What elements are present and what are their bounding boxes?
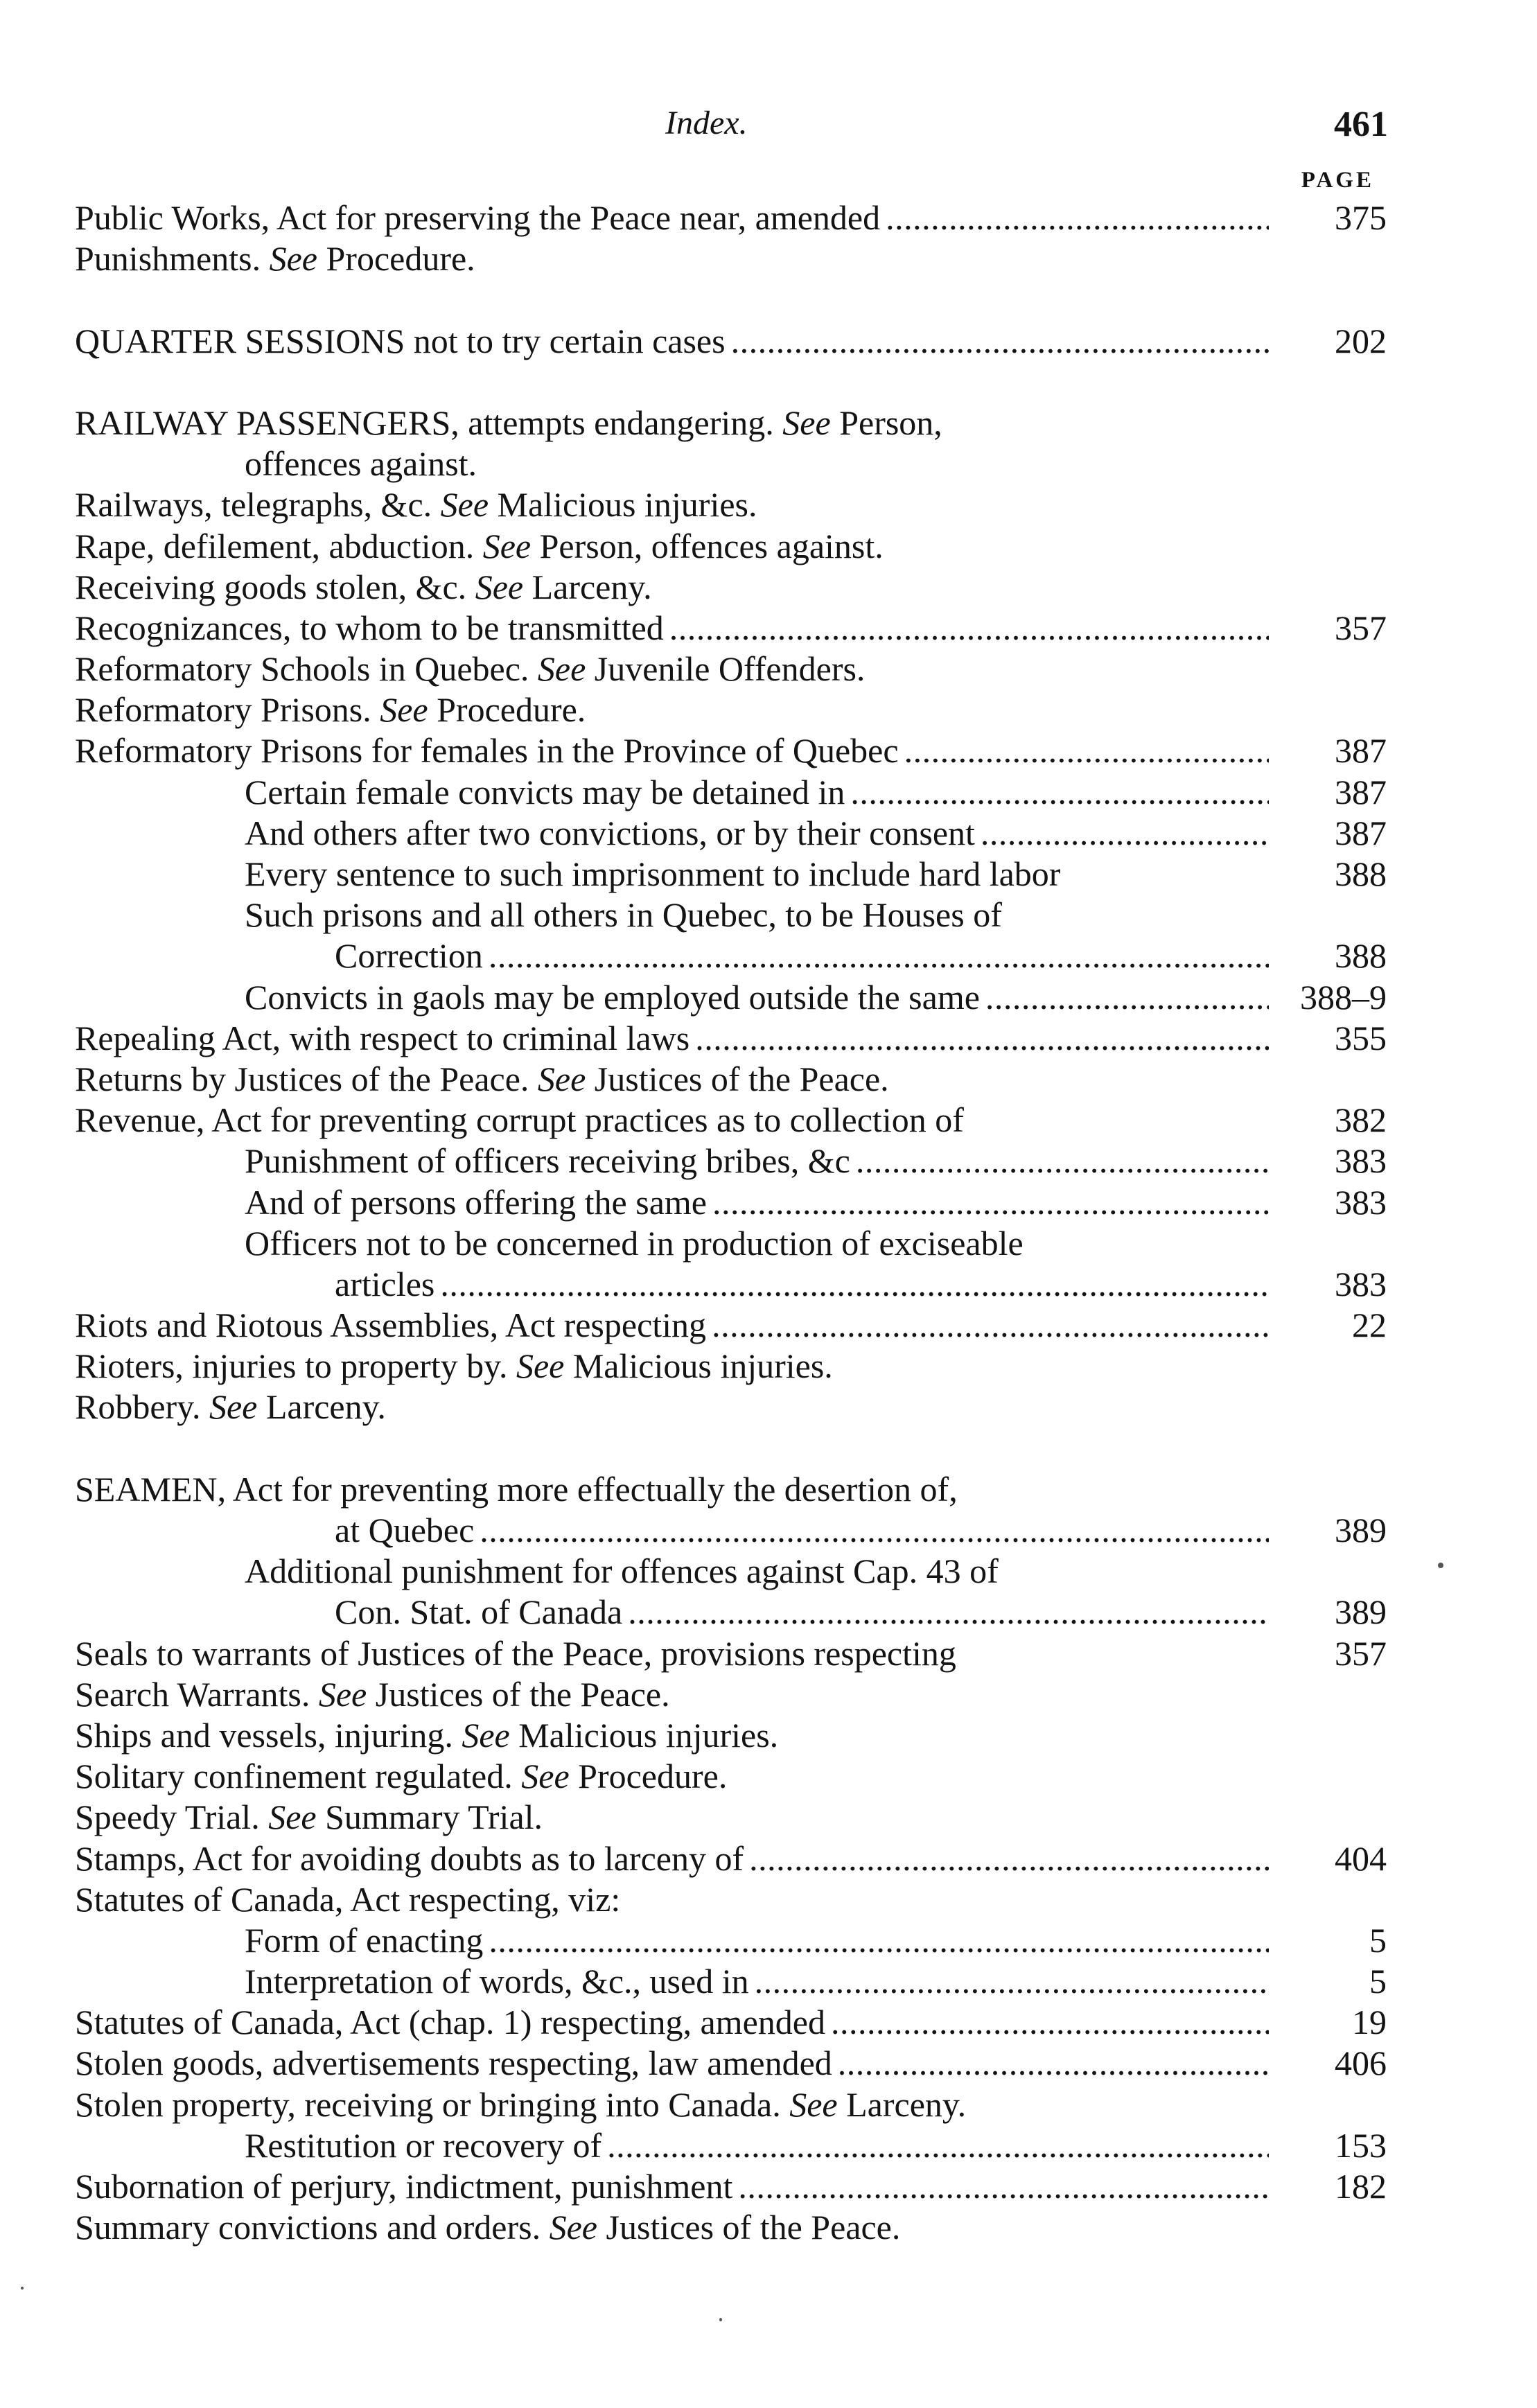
entry-body <box>75 2125 1269 2166</box>
entry-heading: Stolen goods, advertisements respecting, law amended <box>75 2044 832 2083</box>
dot-leader <box>690 1018 1269 1059</box>
entry-body <box>75 1633 1269 1674</box>
page-reference: 388 <box>1335 854 1387 893</box>
entry-body <box>75 484 1269 525</box>
entry-text <box>75 2166 732 2207</box>
entry-body <box>75 403 1269 443</box>
page-reference: 5 <box>1369 1920 1387 1960</box>
page-reference: 153 <box>1335 2125 1387 2165</box>
entry-text <box>75 197 880 238</box>
dot-leader <box>483 1920 1269 1961</box>
entry-heading: Statutes of Canada, Act (chap. 1) respecting, amended <box>75 2003 825 2042</box>
see-reference-label: See <box>209 1387 258 1427</box>
index-entry <box>75 1633 1387 1674</box>
page-column-label: PAGE <box>1301 168 1374 193</box>
entry-text <box>75 1305 706 1346</box>
entry-body <box>75 197 1269 238</box>
see-reference-label: See <box>269 239 317 279</box>
entry-text <box>75 526 884 567</box>
entry-heading: Restitution or recovery of <box>245 2125 602 2165</box>
entry-body <box>75 1592 1269 1633</box>
entry-text <box>245 1182 707 1223</box>
index-entry <box>75 403 1387 443</box>
see-reference-label: See <box>318 1674 367 1714</box>
entry-heading: Ships and vessels, injuring. <box>75 1715 453 1755</box>
entry-heading: Statutes of Canada, Act respecting, viz: <box>75 1879 621 1919</box>
see-reference-target: Procedure. <box>326 239 475 279</box>
dot-leader <box>664 608 1269 649</box>
entry-heading: Such prisons and all others in Quebec, to be Houses of <box>245 895 1002 935</box>
entry-body <box>75 977 1269 1018</box>
entry-text <box>245 2125 601 2166</box>
entry-body <box>75 2166 1269 2207</box>
entry-body <box>75 1674 1269 1715</box>
entry-body <box>75 1059 1269 1100</box>
entry-body <box>75 895 1269 935</box>
entry-text <box>75 567 652 608</box>
entry-heading: Revenue, Act for preventing corrupt practices as to collection of <box>75 1100 964 1140</box>
entry-text <box>245 1141 850 1181</box>
section-gap <box>75 1428 1387 1469</box>
see-reference-label: See <box>380 690 428 730</box>
index-entry <box>75 1223 1387 1264</box>
entry-heading: Robbery. <box>75 1387 201 1427</box>
see-reference-label: See <box>462 1715 510 1755</box>
page-reference: 406 <box>1335 2044 1387 2083</box>
dot-leader <box>845 772 1269 813</box>
page-reference: 355 <box>1335 1018 1387 1057</box>
dot-leader <box>483 935 1269 976</box>
dot-leader <box>434 1264 1269 1305</box>
page-reference: 387 <box>1335 813 1387 852</box>
dot-leader <box>832 2043 1269 2084</box>
entry-heading: RAILWAY PASSENGERS, attempts endangering. <box>75 403 774 442</box>
section-gap <box>75 279 1387 320</box>
entry-body <box>75 1551 1269 1592</box>
page-reference: 383 <box>1335 1141 1387 1181</box>
entry-text <box>245 1223 1024 1264</box>
index-entry <box>75 1592 1387 1633</box>
entry-heading: Stamps, Act for avoiding doubts as to larceny of <box>75 1838 744 1878</box>
index-entry <box>75 1100 1387 1141</box>
entry-heading: Subornation of perjury, indictment, punishment <box>75 2167 733 2206</box>
entry-body <box>75 1838 1269 1879</box>
index-entry <box>75 895 1387 935</box>
index-entry <box>75 608 1387 649</box>
see-reference-target: Justices of the Peace. <box>375 1674 670 1714</box>
index-entry <box>75 2166 1387 2207</box>
dot-leader <box>850 1141 1269 1181</box>
entry-heading: Certain female convicts may be detained in <box>245 772 845 811</box>
index-entry <box>75 1510 1387 1551</box>
entry-text <box>335 935 483 976</box>
entry-heading: And others after two convictions, or by their consent <box>245 813 975 852</box>
entry-body <box>75 1756 1269 1797</box>
entry-body <box>75 567 1269 608</box>
index-entry <box>75 238 1387 279</box>
see-reference-target: Malicious injuries. <box>497 485 757 525</box>
see-reference-target: Malicious injuries. <box>572 1346 833 1386</box>
page-reference: 387 <box>1335 772 1387 811</box>
entry-text <box>245 1551 999 1592</box>
entry-text <box>75 2002 825 2043</box>
dot-leader <box>825 2002 1269 2043</box>
index-entry <box>75 1264 1387 1305</box>
index-entry <box>75 1387 1387 1427</box>
index-entry <box>75 772 1387 813</box>
dot-leader <box>899 730 1269 771</box>
dot-leader <box>744 1838 1269 1879</box>
index-entry <box>75 1797 1387 1838</box>
see-reference-label: See <box>537 1059 586 1098</box>
page-reference: 387 <box>1335 731 1387 771</box>
see-reference-target: Larceny. <box>846 2084 967 2124</box>
index-entry <box>75 1346 1387 1387</box>
print-speck <box>719 2318 722 2321</box>
index-entry <box>75 197 1387 238</box>
entry-heading: Search Warrants. <box>75 1674 310 1714</box>
entry-heading: Repealing Act, with respect to criminal laws <box>75 1018 690 1057</box>
entry-text <box>245 854 1060 895</box>
entry-text <box>335 1264 434 1305</box>
entry-body <box>75 1879 1269 1920</box>
page-reference: 404 <box>1335 1838 1387 1878</box>
index-entry <box>75 689 1387 730</box>
index-entry <box>75 1715 1387 1756</box>
entry-body <box>75 1018 1269 1059</box>
entry-heading: Reformatory Prisons for females in the Province of Quebec <box>75 731 899 771</box>
entry-heading: Stolen property, receiving or bringing into Canada. <box>75 2084 781 2124</box>
entry-heading: offences against. <box>245 444 477 484</box>
entry-heading: Rape, defilement, abduction. <box>75 526 475 565</box>
index-entry <box>75 2207 1387 2248</box>
see-reference-target: Justices of the Peace. <box>606 2208 901 2247</box>
entry-text <box>75 2207 900 2248</box>
entry-text <box>75 1715 778 1756</box>
see-reference-label: See <box>782 403 831 442</box>
entry-text <box>75 2084 966 2125</box>
page-reference: 382 <box>1335 1100 1387 1140</box>
see-reference-target: Procedure. <box>437 690 586 730</box>
entry-text <box>75 484 757 525</box>
index-entry <box>75 2084 1387 2125</box>
entry-heading: SEAMEN, Act for preventing more effectually the desertion of, <box>75 1469 958 1509</box>
see-reference-label: See <box>789 2084 838 2124</box>
entry-heading: Reformatory Schools in Quebec. <box>75 649 529 689</box>
entry-heading: Reformatory Prisons. <box>75 690 371 730</box>
index-entry <box>75 2043 1387 2084</box>
index-entry <box>75 977 1387 1018</box>
entry-body <box>75 1346 1269 1387</box>
dot-leader <box>732 2166 1269 2207</box>
page-reference: 383 <box>1335 1264 1387 1303</box>
entry-heading: Additional punishment for offences against Cap. 43 of <box>245 1552 999 1591</box>
entry-text <box>245 813 975 854</box>
index-entry <box>75 1674 1387 1715</box>
entry-body <box>75 1264 1269 1305</box>
entry-heading: Public Works, Act for preserving the Peace near, amended <box>75 198 881 237</box>
entry-heading: Recognizances, to whom to be transmitted <box>75 608 664 647</box>
index-entry <box>75 935 1387 976</box>
entry-body <box>75 1100 1269 1141</box>
page-reference: 383 <box>1335 1182 1387 1222</box>
entry-body <box>75 730 1269 771</box>
index-entry <box>75 649 1387 689</box>
entry-heading: at Quebec <box>335 1511 475 1549</box>
entry-body <box>75 1387 1269 1427</box>
index-list <box>75 197 1387 2248</box>
entry-text <box>75 238 475 279</box>
see-reference-label: See <box>440 485 489 525</box>
entry-heading: And of persons offering the same <box>245 1182 707 1222</box>
entry-heading: QUARTER SESSIONS not to try certain cases <box>75 321 726 360</box>
dot-leader <box>749 1961 1269 2002</box>
see-reference-target: Summary Trial. <box>325 1798 543 1837</box>
entry-body <box>75 1510 1269 1551</box>
entry-text <box>75 608 664 649</box>
page-reference: 182 <box>1335 2167 1387 2206</box>
page-reference: 375 <box>1335 198 1387 237</box>
entry-heading: Riots and Riotous Assemblies, Act respecting <box>75 1306 707 1345</box>
entry-heading: articles <box>335 1264 435 1303</box>
entry-body <box>75 1715 1269 1756</box>
index-entry <box>75 1756 1387 1797</box>
index-entry <box>75 1059 1387 1100</box>
print-speck <box>1438 1563 1443 1568</box>
entry-body <box>75 2043 1269 2084</box>
entry-text <box>245 977 980 1018</box>
entry-body <box>75 1469 1269 1510</box>
dot-leader <box>726 321 1269 362</box>
entry-heading: Punishment of officers receiving bribes, &c <box>245 1141 850 1181</box>
entry-heading: Seals to warrants of Justices of the Peace, provisions respecting <box>75 1633 956 1673</box>
entry-text <box>75 403 942 443</box>
see-reference-label: See <box>482 526 532 565</box>
entry-heading: Interpretation of words, &c., used in <box>245 1962 749 2001</box>
entry-heading: Speedy Trial. <box>75 1798 260 1837</box>
entry-text <box>75 321 726 362</box>
page-reference: 5 <box>1369 1962 1387 2001</box>
see-reference-target: Procedure. <box>578 1757 728 1796</box>
index-entry <box>75 567 1387 608</box>
see-reference-label: See <box>537 649 586 689</box>
entry-text <box>245 895 1002 935</box>
index-entry <box>75 1305 1387 1346</box>
entry-heading: Returns by Justices of the Peace. <box>75 1059 529 1098</box>
entry-body <box>75 238 1269 279</box>
index-entry <box>75 2125 1387 2166</box>
see-reference-label: See <box>521 1757 570 1796</box>
entry-text <box>75 1100 964 1141</box>
index-entry <box>75 1961 1387 2002</box>
dot-leader <box>880 197 1269 238</box>
index-entry <box>75 813 1387 854</box>
index-entry <box>75 1838 1387 1879</box>
entry-body <box>75 1223 1269 1264</box>
entry-body <box>75 321 1269 362</box>
entry-body <box>75 813 1269 854</box>
index-entry <box>75 443 1387 484</box>
entry-body <box>75 443 1269 484</box>
page-reference: 389 <box>1335 1592 1387 1632</box>
entry-text <box>75 1838 744 1879</box>
entry-body <box>75 1141 1269 1181</box>
entry-heading: Every sentence to such imprisonment to include hard labor <box>245 854 1061 893</box>
entry-heading: Correction <box>335 936 483 976</box>
entry-heading: Con. Stat. of Canada <box>335 1592 623 1632</box>
dot-leader <box>622 1592 1269 1633</box>
entry-text <box>245 1920 483 1961</box>
entry-text <box>245 443 477 484</box>
entry-text <box>245 1961 749 2002</box>
entry-body <box>75 2002 1269 2043</box>
entry-heading: Officers not to be concerned in production of exciseable <box>245 1223 1024 1263</box>
see-reference-target: Person, offences against. <box>539 526 884 565</box>
index-entry <box>75 484 1387 525</box>
dot-leader <box>707 1182 1269 1223</box>
entry-body <box>75 1182 1269 1223</box>
entry-text <box>75 649 865 689</box>
index-entry <box>75 1469 1387 1510</box>
entry-text <box>75 1797 543 1838</box>
page-reference: 202 <box>1335 321 1387 360</box>
dot-leader <box>474 1510 1269 1551</box>
entry-body <box>75 1305 1269 1346</box>
entry-text <box>245 772 845 813</box>
running-title: Index. <box>665 105 748 141</box>
entry-body <box>75 526 1269 567</box>
index-entry <box>75 854 1387 895</box>
entry-text <box>75 1469 958 1510</box>
dot-leader <box>975 813 1269 854</box>
index-entry <box>75 1182 1387 1223</box>
dot-leader <box>706 1305 1269 1346</box>
section-gap <box>75 362 1387 403</box>
entry-body <box>75 1920 1269 1961</box>
entry-heading: Receiving goods stolen, &c. <box>75 567 467 606</box>
index-entry <box>75 321 1387 362</box>
see-reference-label: See <box>516 1346 565 1386</box>
entry-body <box>75 1961 1269 2002</box>
index-entry <box>75 526 1387 567</box>
index-entry <box>75 1141 1387 1181</box>
see-reference-label: See <box>268 1798 317 1837</box>
page-reference: 22 <box>1352 1306 1387 1345</box>
entry-text <box>75 1756 727 1797</box>
see-reference-target: Malicious injuries. <box>518 1715 779 1755</box>
entry-body <box>75 772 1269 813</box>
entry-text <box>75 689 586 730</box>
entry-body <box>75 689 1269 730</box>
index-entry <box>75 1018 1387 1059</box>
entry-heading: Form of enacting <box>245 1920 484 1960</box>
entry-body <box>75 2084 1269 2125</box>
see-reference-label: See <box>549 2208 597 2247</box>
entry-heading: Summary convictions and orders. <box>75 2208 541 2247</box>
entry-heading: Punishments. <box>75 239 261 279</box>
page-reference: 357 <box>1335 1633 1387 1673</box>
entry-body <box>75 854 1269 895</box>
entry-body <box>75 2207 1269 2248</box>
entry-heading: Railways, telegraphs, &c. <box>75 485 432 525</box>
entry-text <box>75 1633 956 1674</box>
entry-heading: Solitary confinement regulated. <box>75 1757 513 1796</box>
entry-text <box>75 1059 889 1100</box>
index-entry <box>75 1879 1387 1920</box>
page-reference: 357 <box>1335 608 1387 647</box>
entry-text <box>75 1346 833 1387</box>
page-number: 461 <box>1334 105 1388 144</box>
entry-heading: Rioters, injuries to property by. <box>75 1346 508 1386</box>
index-entry <box>75 730 1387 771</box>
entry-text <box>75 1879 620 1920</box>
see-reference-target: Juvenile Offenders. <box>594 649 866 689</box>
page-reference: 389 <box>1335 1511 1387 1549</box>
see-reference-target: Person, <box>839 403 942 442</box>
page-reference: 19 <box>1352 2003 1387 2042</box>
entry-text <box>75 2043 832 2084</box>
entry-text <box>75 1018 690 1059</box>
see-reference-target: Larceny. <box>265 1387 386 1427</box>
see-reference-target: Justices of the Peace. <box>594 1059 889 1098</box>
dot-leader <box>601 2125 1269 2166</box>
see-reference-target: Larceny. <box>532 567 652 606</box>
entry-heading: Convicts in gaols may be employed outside the same <box>245 977 980 1017</box>
entry-body <box>75 608 1269 649</box>
entry-text <box>75 730 899 771</box>
see-reference-label: See <box>475 567 524 606</box>
index-entry <box>75 1551 1387 1592</box>
print-speck <box>21 2287 24 2290</box>
entry-text <box>335 1592 622 1633</box>
dot-leader <box>980 977 1269 1018</box>
entry-body <box>75 1797 1269 1838</box>
page-reference: 388–9 <box>1300 977 1387 1017</box>
page-reference: 388 <box>1335 936 1387 976</box>
entry-text <box>75 1674 670 1715</box>
entry-text <box>75 1387 386 1427</box>
entry-body <box>75 935 1269 976</box>
entry-text <box>335 1510 474 1551</box>
page-header <box>0 104 1537 152</box>
index-entry <box>75 2002 1387 2043</box>
index-entry <box>75 1920 1387 1961</box>
entry-body <box>75 649 1269 689</box>
